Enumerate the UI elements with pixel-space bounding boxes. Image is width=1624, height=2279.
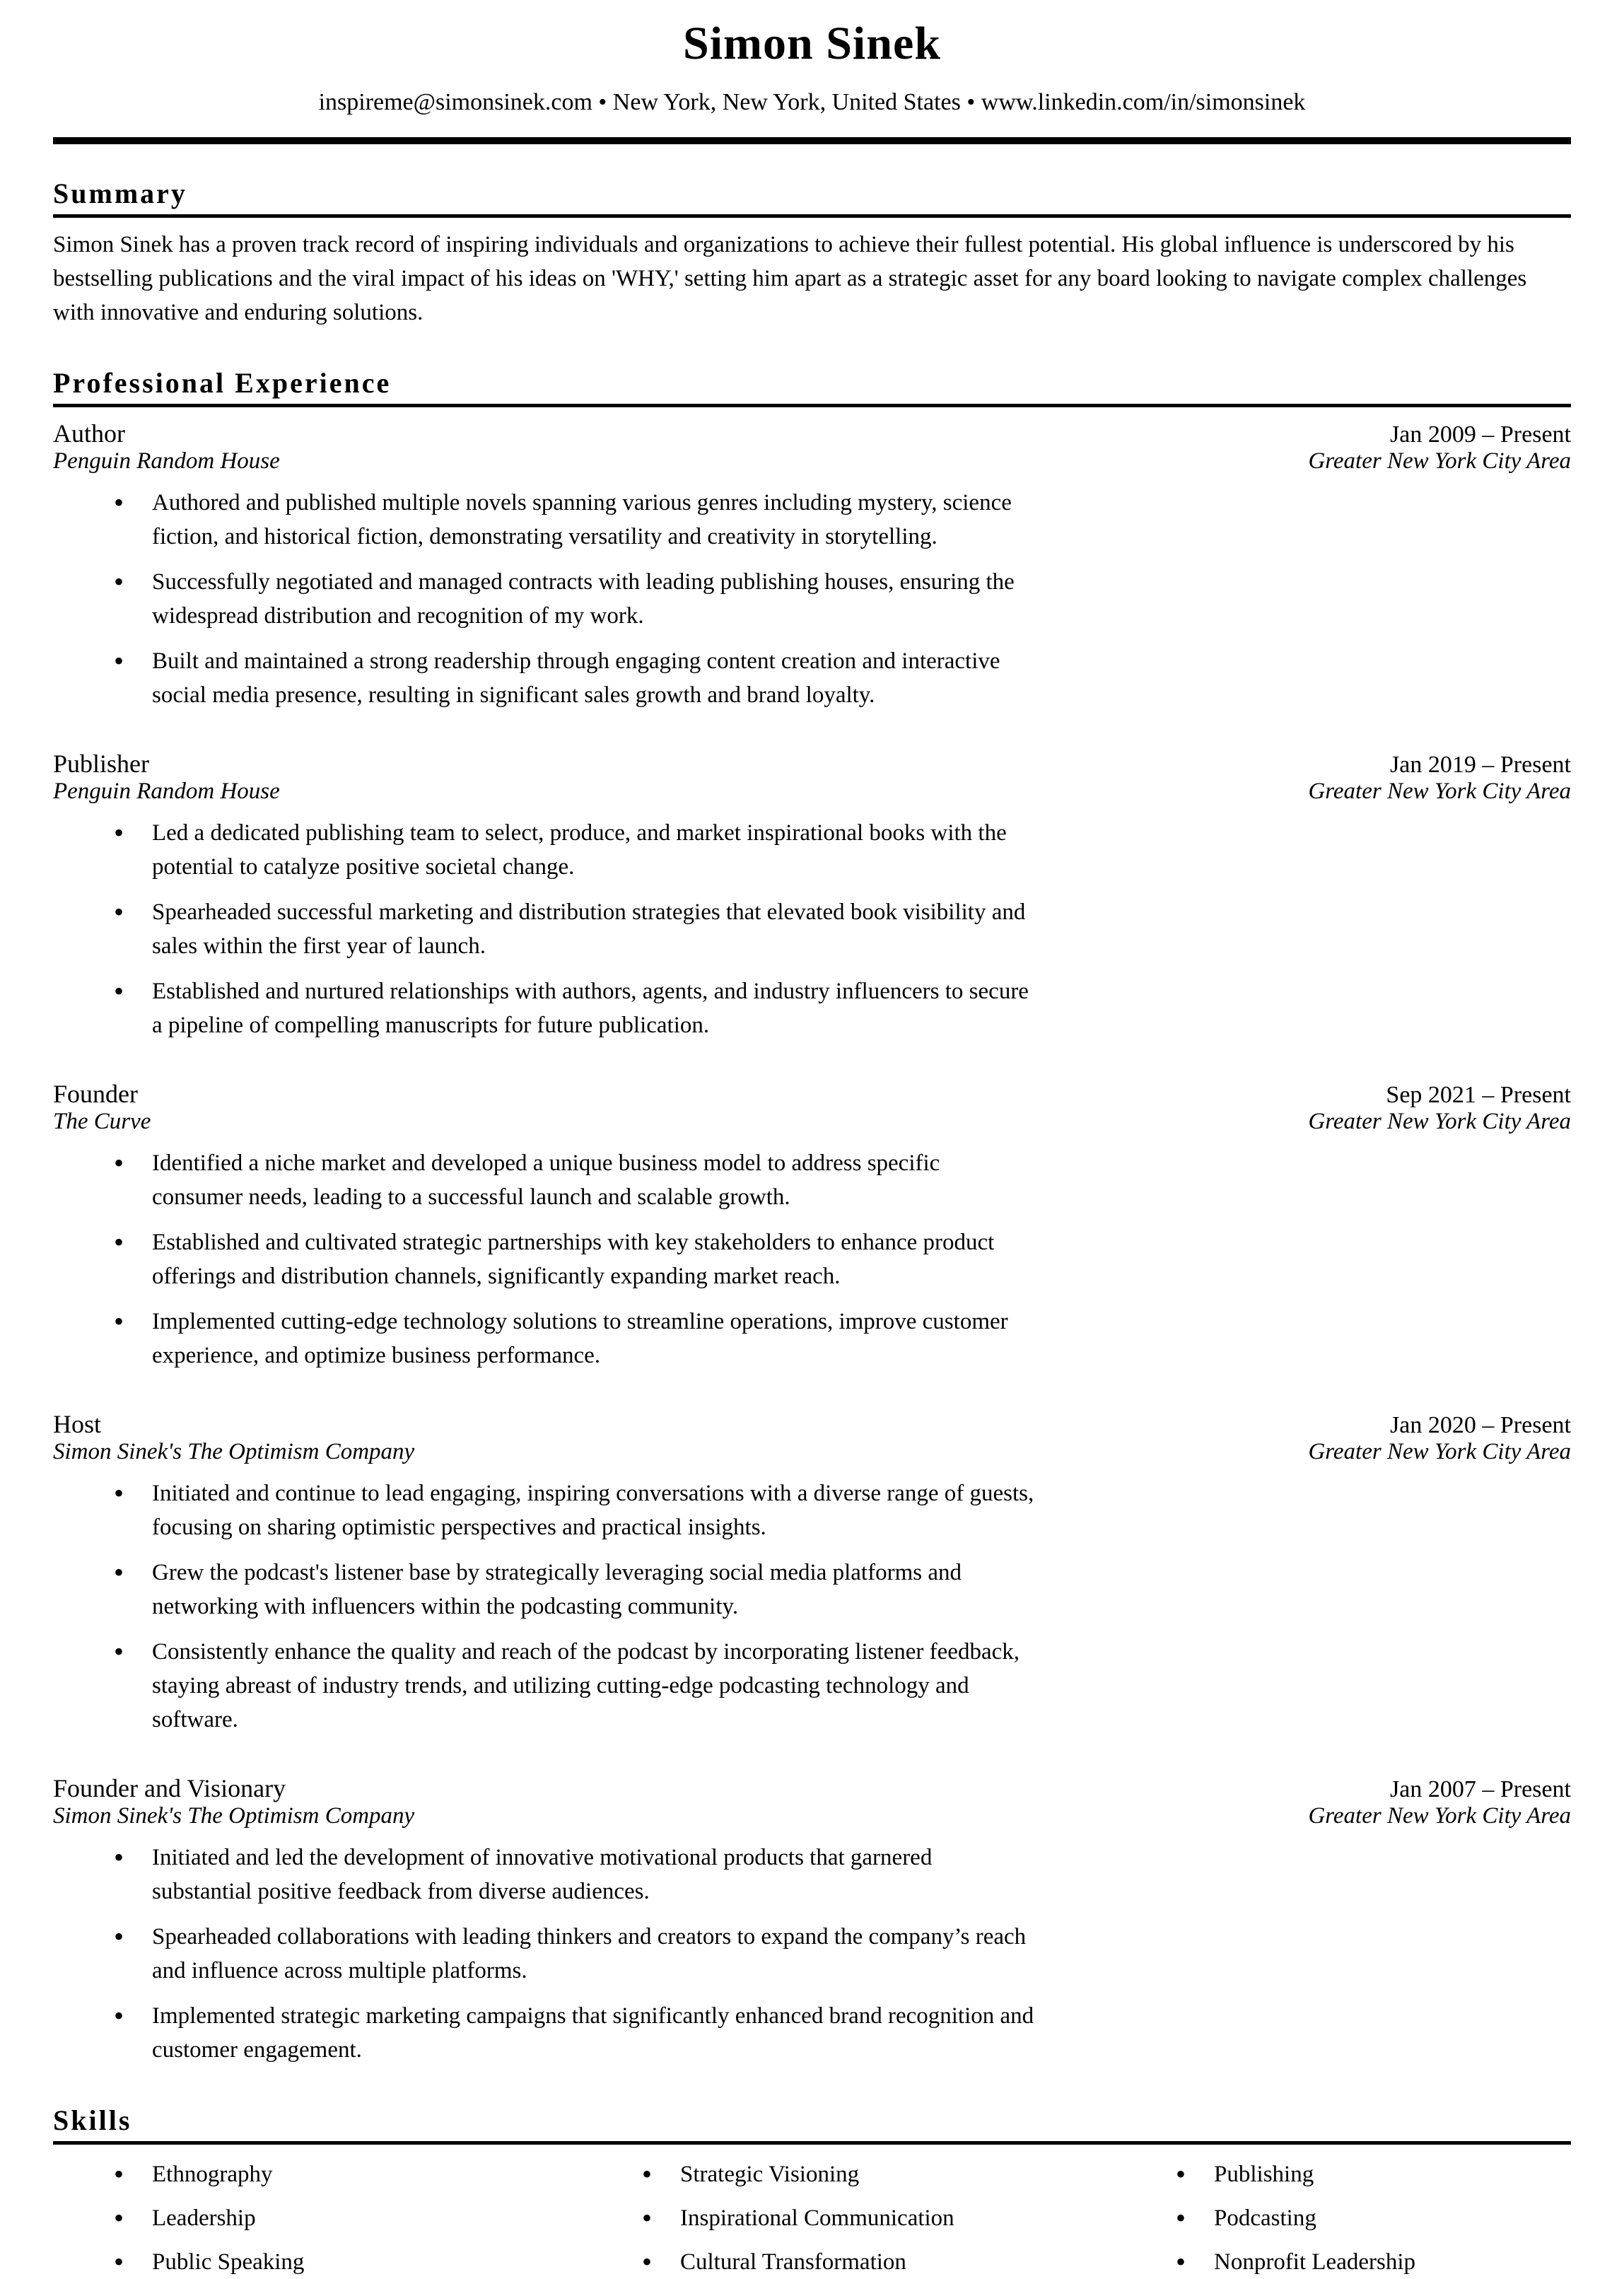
skill-item: • Cultural Transformation xyxy=(636,2245,1170,2279)
job-bullet: • Initiated and led the development of innovative motivational products that garnered substantial positive feedback from diverse audiences. xyxy=(108,1841,1034,1908)
job-location: Greater New York City Area xyxy=(1308,779,1571,804)
job-bullet: • Built and maintained a strong readership through engaging content creation and interactive social media presence, resulting in significant sales growth and brand loyalty. xyxy=(108,644,1034,712)
skill-item: • Nonprofit Leadership xyxy=(1170,2245,1571,2279)
skills-divider xyxy=(53,2141,1571,2145)
job-title: Founder and Visionary xyxy=(53,1774,286,1802)
experience-section xyxy=(53,366,1571,2067)
skills-section xyxy=(53,2104,1571,2279)
job-title-row xyxy=(53,749,1571,779)
job-company-row xyxy=(53,1439,1571,1465)
job-location: Greater New York City Area xyxy=(1308,1803,1571,1829)
job-bullet: • Established and cultivated strategic partnerships with key stakeholders to enhance product offerings and distribution channels, significantly expanding market reach. xyxy=(108,1225,1034,1293)
job-bullet-list xyxy=(53,816,1571,1042)
job-bullet: • Initiated and continue to lead engaging, inspiring conversations with a diverse range of guests, focusing on sharing optimistic perspectives and practical insights. xyxy=(108,1476,1034,1544)
job-company-row xyxy=(53,448,1571,474)
skills-grid xyxy=(53,2147,1571,2279)
job-company-row xyxy=(53,779,1571,805)
experience-heading: Professional Experience xyxy=(53,367,392,399)
job-title-row xyxy=(53,1079,1571,1109)
job-bullet: • Grew the podcast's listener base by strategically leveraging social media platforms and networking with influencers within the podcasting community. xyxy=(108,1556,1034,1624)
contact-line: inspireme@simonsinek.com • New York, New York, United States • www.linkedin.com/in/simonsinek xyxy=(318,89,1306,115)
summary-heading: Summary xyxy=(53,177,187,209)
job-dates: Jan 2009 – Present xyxy=(1390,421,1571,448)
job-bullet: • Led a dedicated publishing team to select, produce, and market inspirational books with the potential to catalyze positive societal change. xyxy=(108,816,1034,884)
job-company: Penguin Random House xyxy=(53,779,280,804)
skill-item: • Strategic Visioning xyxy=(636,2157,1170,2191)
summary-section xyxy=(53,177,1571,330)
job-dates: Jan 2007 – Present xyxy=(1390,1776,1571,1802)
job-bullet: • Identified a niche market and developed a unique business model to address specific consumer needs, leading to a successful launch and scalable growth. xyxy=(108,1146,1034,1214)
job-title-row xyxy=(53,1409,1571,1439)
summary-text: Simon Sinek has a proven track record of inspiring individuals and organizations to achieve their fullest potential. His global influence is underscored by his bestselling publications and the viral impact of his ideas on 'WHY,' setting him apart as a strategic asset for any board looking to navigate complex challenges with innovative and enduring solutions. xyxy=(53,232,1527,325)
job-company-row xyxy=(53,1109,1571,1135)
job-title: Founder xyxy=(53,1080,138,1108)
job-bullet-list xyxy=(53,1841,1571,2067)
skills-heading: Skills xyxy=(53,2104,132,2136)
job-title: Host xyxy=(53,1410,102,1438)
job-dates: Jan 2019 – Present xyxy=(1390,752,1571,778)
job-entry-founder-and-visionary xyxy=(53,1773,1571,2067)
resume-header xyxy=(53,17,1571,116)
job-company-row xyxy=(53,1803,1571,1829)
skills-column xyxy=(1170,2147,1571,2279)
summary-divider xyxy=(53,214,1571,218)
skill-item: • Podcasting xyxy=(1170,2201,1571,2235)
job-entry-author xyxy=(53,419,1571,712)
job-bullet-list xyxy=(53,1476,1571,1737)
job-dates: Sep 2021 – Present xyxy=(1386,1082,1571,1108)
skill-item: • Ethnography xyxy=(108,2157,636,2191)
experience-divider xyxy=(53,404,1571,407)
job-bullet-list xyxy=(53,486,1571,712)
person-name: Simon Sinek xyxy=(683,18,941,69)
job-bullet: • Established and nurtured relationships with authors, agents, and industry influencers to secure a pipeline of compelling manuscripts for future publication. xyxy=(108,974,1034,1042)
job-bullet: • Implemented cutting-edge technology solutions to streamline operations, improve customer experience, and optimize business performance. xyxy=(108,1305,1034,1372)
job-title-row xyxy=(53,419,1571,448)
job-title-row xyxy=(53,1773,1571,1803)
job-company: Simon Sinek's The Optimism Company xyxy=(53,1439,415,1464)
job-bullet: • Spearheaded successful marketing and distribution strategies that elevated book visibility and sales within the first year of launch. xyxy=(108,895,1034,963)
job-entry-publisher xyxy=(53,749,1571,1042)
skills-column xyxy=(636,2147,1170,2279)
job-location: Greater New York City Area xyxy=(1308,1439,1571,1464)
job-location: Greater New York City Area xyxy=(1308,448,1571,474)
job-title: Author xyxy=(53,419,125,448)
job-company: Simon Sinek's The Optimism Company xyxy=(53,1803,415,1829)
job-location: Greater New York City Area xyxy=(1308,1109,1571,1134)
skill-item: • Inspirational Communication xyxy=(636,2201,1170,2235)
job-bullet: • Successfully negotiated and managed contracts with leading publishing houses, ensuring the widespread distribution and recognition of my work. xyxy=(108,565,1034,633)
job-bullet: • Spearheaded collaborations with leading thinkers and creators to expand the company’s reach and influence across multiple platforms. xyxy=(108,1920,1034,1988)
skill-item: • Publishing xyxy=(1170,2157,1571,2191)
job-bullet-list xyxy=(53,1146,1571,1372)
job-company: The Curve xyxy=(53,1109,151,1134)
job-title: Publisher xyxy=(53,750,150,778)
job-bullet: • Implemented strategic marketing campaigns that significantly enhanced brand recognition and customer engagement. xyxy=(108,1999,1034,2067)
skill-item: • Public Speaking xyxy=(108,2245,636,2279)
job-entry-founder xyxy=(53,1079,1571,1372)
job-dates: Jan 2020 – Present xyxy=(1390,1412,1571,1438)
job-entry-host xyxy=(53,1409,1571,1737)
job-bullet: • Authored and published multiple novels spanning various genres including mystery, science fiction, and historical fiction, demonstrating versatility and creativity in storytelling. xyxy=(108,486,1034,554)
skills-column xyxy=(108,2147,636,2279)
job-bullet: • Consistently enhance the quality and reach of the podcast by incorporating listener feedback, staying abreast of industry trends, and utilizing cutting-edge podcasting technology and software. xyxy=(108,1635,1034,1737)
job-company: Penguin Random House xyxy=(53,448,280,474)
skill-item: • Leadership xyxy=(108,2201,636,2235)
header-divider xyxy=(53,137,1571,144)
